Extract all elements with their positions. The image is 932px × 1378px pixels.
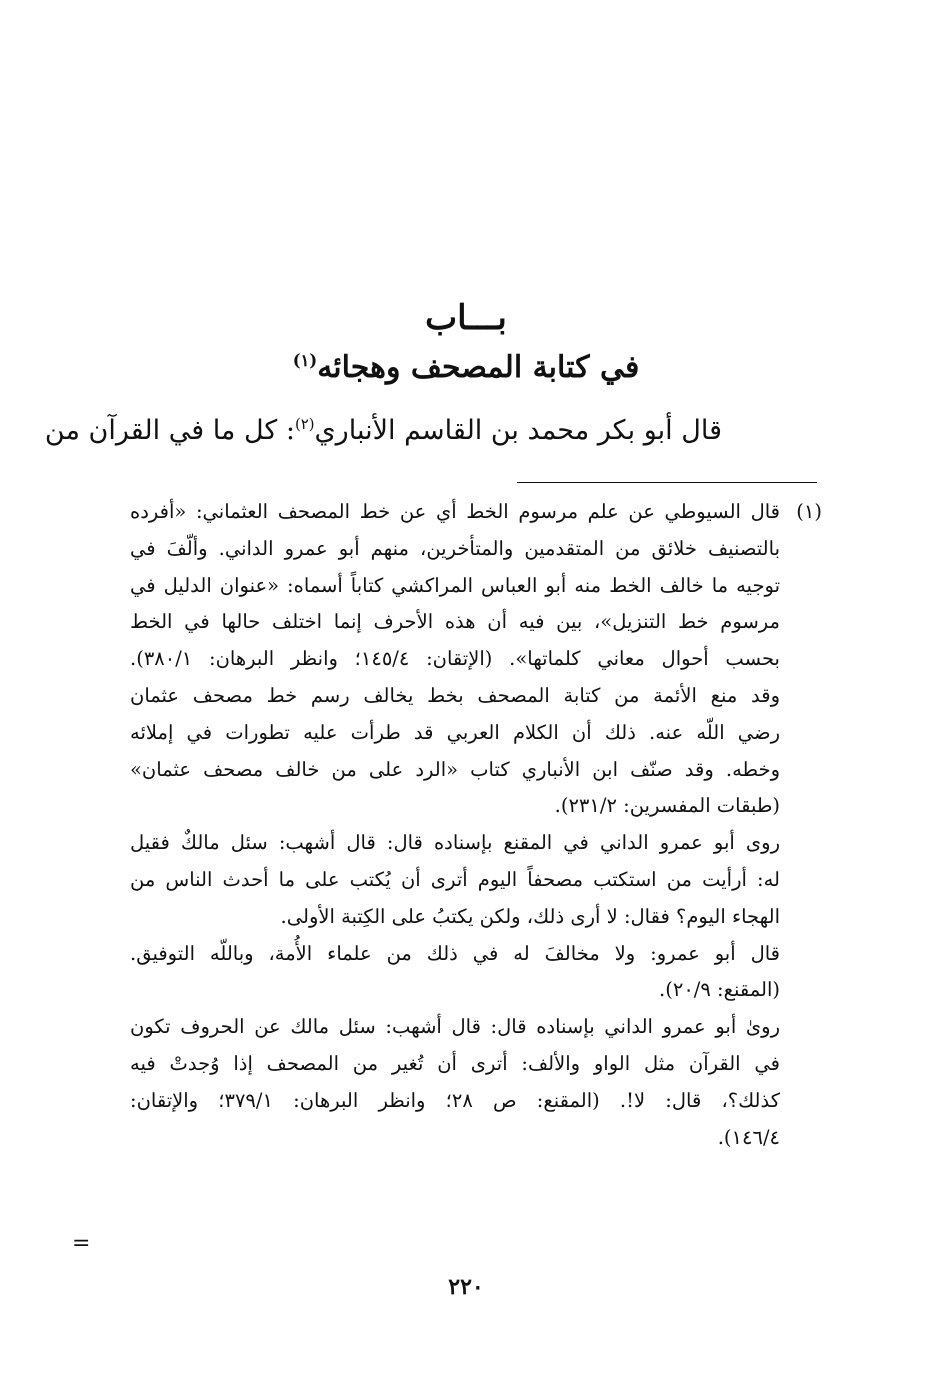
footnote-line: (طبقات المفسرين: ٢٣١/٢). [554, 794, 780, 818]
chapter-label: بـــاب [425, 298, 507, 338]
footnote-line: بحسب أحوال معاني كلماتها». (الإتقان: ١٤٥/٤؛ وانظر البرهان: ٣٨٠/١). [130, 647, 780, 671]
body-text-before-ref: قال أبو بكر محمد بن القاسم الأنباري [314, 415, 722, 446]
chapter-footnote-ref[interactable]: (١) [292, 351, 318, 370]
footnote-line: روىٰ أبو عمرو الداني بإسناده قال: قال أشهب: سئل مالك عن الحروف تكون [130, 1015, 780, 1039]
footnote-line: في القرآن مثل الواو والألف: أترى أن تُغير من المصحف إذا وُجدتْ فيه [130, 1051, 780, 1075]
chapter-title: في كتابة المصحف وهجائه [317, 350, 640, 385]
body-footnote-ref[interactable]: (٢) [294, 415, 315, 433]
footnote-line: كذلك؟، قال: لا!. (المقنع: ص ٢٨؛ وانظر البرهان: ٣٧٩/١؛ والإتقان: [130, 1088, 781, 1112]
body-text-after-ref: : كل ما في القرآن من [44, 415, 295, 446]
footnote-line: له: أرأيت من استكتب مصحفاً اليوم أترى أن يُكتب على ما أحدث الناس من [130, 867, 780, 891]
footnotes-block [130, 494, 780, 1156]
footnote-line: وقد منع الأئمة من كتابة المصحف بخط يخالف رسم خط مصحف عثمان [130, 683, 780, 707]
chapter-title-line [0, 350, 932, 385]
footnote-marker: (١) [796, 500, 822, 523]
page-number: ٢٢٠ [448, 1274, 484, 1300]
footnote-line: (المقنع: ٢٠/٩). [659, 978, 780, 1002]
footnote-line: قال أبو عمرو: ولا مخالفَ له في ذلك من علماء الأُمة، وباللّه التوفيق. [130, 941, 780, 965]
footnote-line: وخطه. وقد صنّف ابن الأنباري كتاب «الرد على من خالف مصحف عثمان» [130, 757, 780, 781]
footnote-line: بالتصنيف خلائق من المتقدمين والمتأخرين، منهم أبو عمرو الداني. وألّفَ في [130, 536, 780, 560]
footnote-line: روى أبو عمرو الداني في المقنع بإسناده قال: قال أشهب: سئل مالكٌ فقيل [130, 831, 780, 855]
footnote-line: رضي اللّه عنه. ذلك أن الكلام العربي قد طرأت عليه تطورات في إملائه [130, 720, 780, 744]
body-paragraph [44, 415, 722, 446]
footnote-line: مرسوم خط التنزيل»، بين فيه أن هذه الأحرف إنما اختلف حالها في الخط [130, 610, 780, 634]
footnote-line: توجيه ما خالف الخط منه أبو العباس المراكشي كتاباً أسماه: «عنوان الدليل في [130, 573, 780, 597]
footnote-line: قال السيوطي عن علم مرسوم الخط أي عن خط المصحف العثماني: «أفرده [130, 500, 780, 523]
footnote-line: الهجاء اليوم؟ فقال: لا أرى ذلك، ولكن يكتبُ على الكِتبة الأولى. [280, 904, 780, 928]
footnote-separator [517, 482, 817, 483]
footnote-line: ١٤٦/٤). [717, 1125, 780, 1149]
continuation-mark: = [72, 1231, 91, 1256]
